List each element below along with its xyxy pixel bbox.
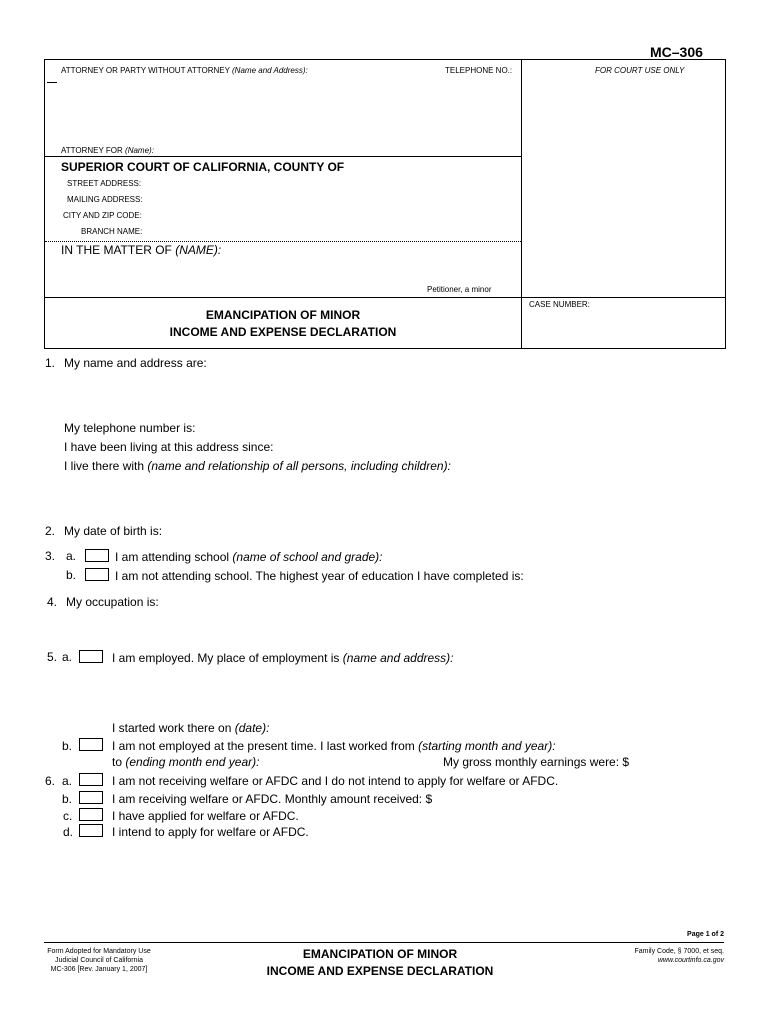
attorney-label-hint: (Name and Address): xyxy=(232,66,308,75)
live-with-hint: (name and relationship of all persons, including children): xyxy=(147,459,451,473)
caption-box xyxy=(44,59,726,349)
mailing-address-label: MAILING ADDRESS: xyxy=(67,195,143,204)
matter-divider xyxy=(45,297,725,298)
court-section-divider xyxy=(45,241,521,242)
matter-label-hint: (NAME): xyxy=(175,243,222,257)
item-6b-checkbox[interactable] xyxy=(79,791,103,804)
item-5b-checkbox[interactable] xyxy=(79,738,103,751)
to-text xyxy=(112,755,259,769)
court-use-label: FOR COURT USE ONLY xyxy=(595,66,685,75)
item-3a-checkbox[interactable] xyxy=(85,549,109,562)
form-adoption-info xyxy=(40,947,158,974)
item-6-number: 6. xyxy=(45,774,56,788)
caption-divider xyxy=(521,60,522,348)
started-work-text xyxy=(112,721,269,735)
item-3b-checkbox[interactable] xyxy=(85,568,109,581)
item-6d-checkbox[interactable] xyxy=(79,824,103,837)
attorney-for-label xyxy=(61,146,154,155)
adopted-line2: Judicial Council of California xyxy=(55,957,143,964)
court-title: SUPERIOR COURT OF CALIFORNIA, COUNTY OF xyxy=(61,160,345,174)
petitioner-label: Petitioner, a minor xyxy=(427,285,492,294)
attorney-for-line xyxy=(45,156,521,157)
footer-rule xyxy=(44,942,724,943)
started-work-label: I started work there on xyxy=(112,721,232,735)
city-zip-label: CITY AND ZIP CODE: xyxy=(63,211,142,220)
attorney-label xyxy=(61,66,308,75)
form-number: MC–306 xyxy=(650,44,703,60)
gross-earnings-text: My gross monthly earnings were: $ xyxy=(443,755,630,769)
live-with-text xyxy=(64,459,451,473)
matter-label-text: IN THE MATTER OF xyxy=(61,243,172,257)
telephone-label: TELEPHONE NO.: xyxy=(445,66,513,75)
item-6c-checkbox[interactable] xyxy=(79,808,103,821)
live-with-field[interactable] xyxy=(64,476,704,516)
branch-name-label: BRANCH NAME: xyxy=(81,227,143,236)
item-5b-hint: (starting month and year): xyxy=(418,739,556,753)
item-5b-label: I am not employed at the present time. I last worked from xyxy=(112,739,415,753)
started-work-hint: (date): xyxy=(234,721,270,735)
item-6c-letter: c. xyxy=(63,809,73,823)
footer-title-line2: INCOME AND EXPENSE DECLARATION xyxy=(266,964,494,978)
item-3b-letter: b. xyxy=(66,568,77,582)
case-number-field[interactable] xyxy=(529,312,719,342)
item-3-number: 3. xyxy=(45,549,56,563)
item-1-number: 1. xyxy=(45,356,56,370)
item-3a-hint: (name of school and grade): xyxy=(232,550,383,564)
telephone-text: My telephone number is: xyxy=(64,421,196,435)
item-3a-text xyxy=(115,550,383,564)
employer-field[interactable] xyxy=(112,668,702,716)
item-4-text: My occupation is: xyxy=(66,595,159,609)
attorney-tick xyxy=(47,82,57,83)
living-since-text: I have been living at this address since: xyxy=(64,440,274,454)
adopted-line3: MC-306 [Rev. January 1, 2007] xyxy=(50,966,148,973)
item-2-text: My date of birth is: xyxy=(64,524,163,538)
item-5a-checkbox[interactable] xyxy=(79,650,103,663)
item-6a-letter: a. xyxy=(62,774,73,788)
attorney-for-label-hint: (Name): xyxy=(125,146,154,155)
item-5b-text xyxy=(112,739,556,753)
to-label: to xyxy=(112,755,123,769)
to-hint: (ending month end year): xyxy=(125,755,260,769)
matter-label xyxy=(61,243,221,257)
item-5a-label: I am employed. My place of employment is xyxy=(112,651,340,665)
document-title-line2: INCOME AND EXPENSE DECLARATION xyxy=(169,325,397,339)
item-2-number: 2. xyxy=(45,524,56,538)
court-use-field[interactable] xyxy=(529,78,719,288)
item-3b-text: I am not attending school. The highest year of education I have completed is: xyxy=(115,569,524,583)
attorney-label-text: ATTORNEY OR PARTY WITHOUT ATTORNEY xyxy=(61,66,230,75)
item-6c-text: I have applied for welfare or AFDC. xyxy=(112,809,299,823)
item-6a-text: I am not receiving welfare or AFDC and I do not intend to apply for welfare or AFDC. xyxy=(112,774,559,788)
item-6b-text: I am receiving welfare or AFDC. Monthly amount received: $ xyxy=(112,792,433,806)
live-with-label: I live there with xyxy=(64,459,145,473)
item-3a-label: I am attending school xyxy=(115,550,230,564)
item-6d-letter: d. xyxy=(63,825,74,839)
item-5a-text xyxy=(112,651,454,665)
item-5-number: 5. xyxy=(47,650,58,664)
code-reference xyxy=(560,947,724,965)
name-address-field[interactable] xyxy=(64,374,704,414)
attorney-for-label-text: ATTORNEY FOR xyxy=(61,146,123,155)
item-4-number: 4. xyxy=(47,595,58,609)
item-6b-letter: b. xyxy=(62,792,73,806)
page-number: Page 1 of 2 xyxy=(687,931,724,938)
document-title-line1: EMANCIPATION OF MINOR xyxy=(205,308,361,322)
item-1-text: My name and address are: xyxy=(64,356,207,370)
item-5a-hint: (name and address): xyxy=(342,651,454,665)
footer-title-line1: EMANCIPATION OF MINOR xyxy=(302,947,458,961)
adopted-line1: Form Adopted for Mandatory Use xyxy=(47,948,151,955)
court-website-link[interactable]: www.courtinfo.ca.gov xyxy=(657,957,724,964)
code-line1: Family Code, § 7000, et seq. xyxy=(634,948,724,955)
item-6d-text: I intend to apply for welfare or AFDC. xyxy=(112,825,309,839)
item-5b-letter: b. xyxy=(62,739,73,753)
item-5a-letter: a. xyxy=(62,650,73,664)
item-6a-checkbox[interactable] xyxy=(79,773,103,786)
street-address-label: STREET ADDRESS: xyxy=(67,179,142,188)
attorney-name-field[interactable] xyxy=(59,78,509,148)
case-number-label: CASE NUMBER: xyxy=(529,300,590,309)
item-3a-letter: a. xyxy=(66,549,77,563)
